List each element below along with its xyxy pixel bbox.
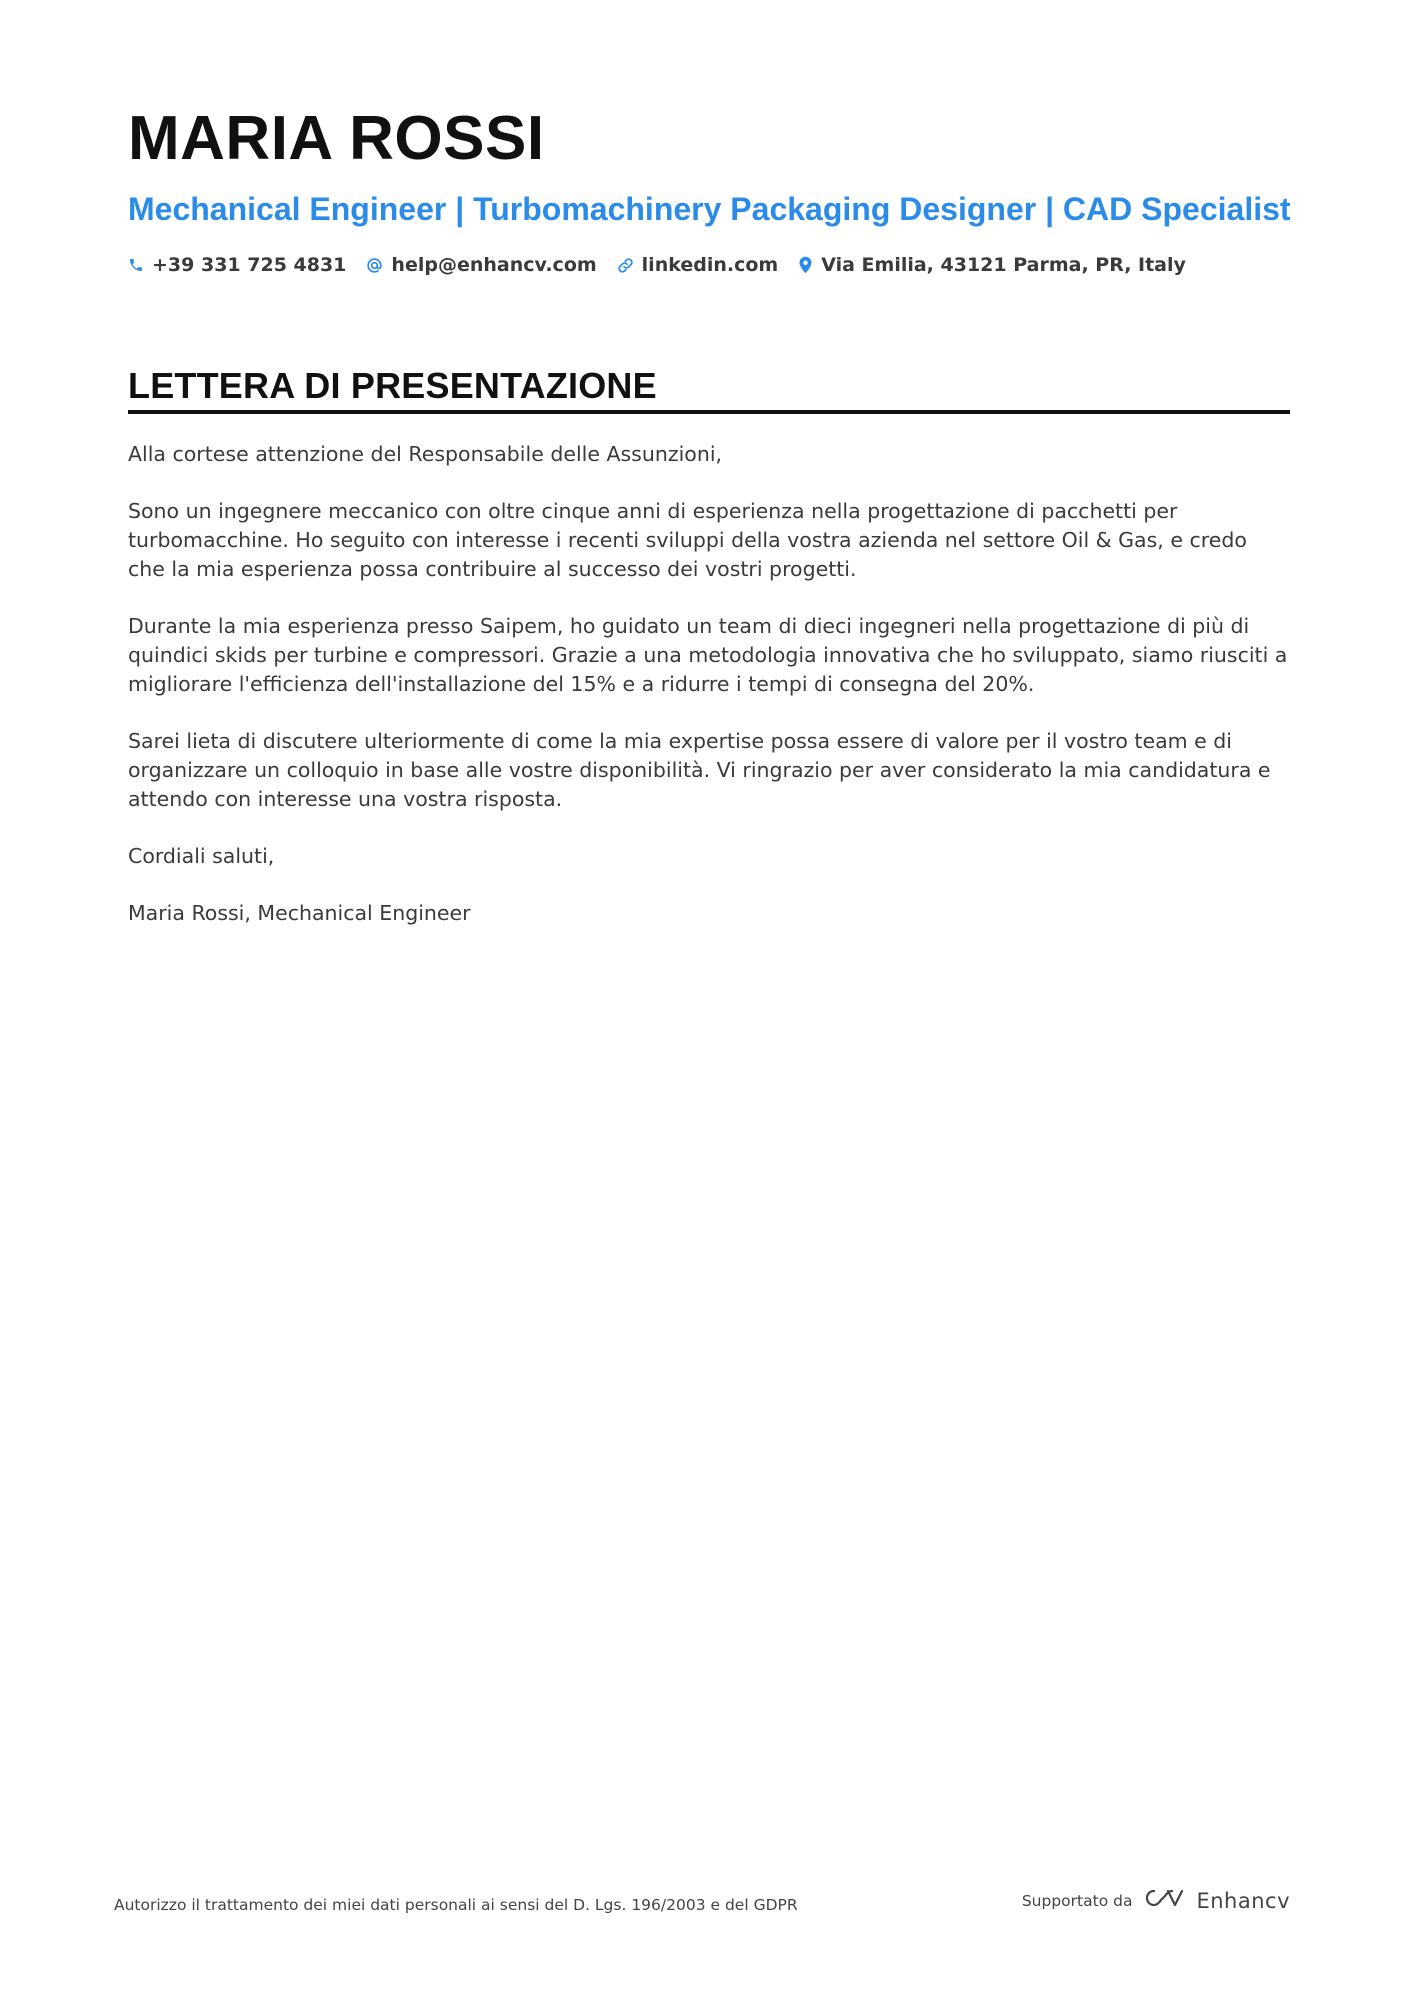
letter-greeting: Alla cortese attenzione del Responsabile delle Assunzioni, <box>128 442 723 466</box>
contact-info <box>128 254 1186 276</box>
letter-closing: Cordiali saluti, <box>128 844 275 868</box>
section-title: LETTERA DI PRESENTAZIONE <box>128 365 657 406</box>
phone-text: +39 331 725 4831 <box>152 254 347 276</box>
enhancv-logo-icon <box>1142 1886 1188 1915</box>
letter-paragraph-2: Durante la mia esperienza presso Saipem, ho guidato un team di dieci ingegneri nella progettazione di più di quindici skids per turbine e compressori. Grazie a una metodologia innovativa che ho sviluppato, siamo riusciti a migliorare l'efficienza dell'installazione del 15% e a ridurre i tempi di consegna del 20%. <box>128 614 1288 696</box>
section-divider <box>128 410 1290 414</box>
letter-signature: Maria Rossi, Mechanical Engineer <box>128 901 471 925</box>
phone-icon <box>128 257 144 273</box>
link-icon <box>617 257 634 274</box>
linkedin-text: linkedin.com <box>641 254 779 276</box>
location-pin-icon <box>798 256 813 274</box>
contact-email[interactable] <box>366 254 596 276</box>
supported-by-label: Supportato da <box>1021 1891 1133 1910</box>
at-icon <box>366 257 383 274</box>
gdpr-consent: Autorizzo il trattamento dei miei dati personali ai sensi del D. Lgs. 196/2003 e del GDPR <box>114 1896 798 1914</box>
contact-phone[interactable] <box>128 254 346 276</box>
enhancv-brand-name: Enhancv <box>1196 1888 1290 1913</box>
email-text: help@enhancv.com <box>391 254 597 276</box>
candidate-name: MARIA ROSSI <box>128 104 545 173</box>
letter-paragraph-1: Sono un ingegnere meccanico con oltre cinque anni di esperienza nella progettazione di pacchetti per turbomacchine. Ho seguito con interesse i recenti sviluppi della vostra azienda nel settore Oil & Gas, e credo che la mia esperienza possa contribuire al successo dei vostri progetti. <box>128 499 1247 581</box>
location-text: Via Emilia, 43121 Parma, PR, Italy <box>821 254 1186 276</box>
letter-paragraph-3: Sarei lieta di discutere ulteriormente di come la mia expertise possa essere di valore per il vostro team e di organizzare un colloquio in base alle vostre disponibilità. Vi ringrazio per aver considerato la mia candidatura e attendo con interesse una vostra risposta. <box>128 729 1271 811</box>
contact-linkedin[interactable] <box>617 254 779 276</box>
powered-by <box>1022 1886 1290 1915</box>
candidate-headline: Mechanical Engineer | Turbomachinery Packaging Designer | CAD Specialist <box>128 191 1291 227</box>
enhancv-brand[interactable] <box>1142 1886 1290 1915</box>
letter-body <box>128 440 1290 956</box>
contact-location <box>798 254 1186 276</box>
